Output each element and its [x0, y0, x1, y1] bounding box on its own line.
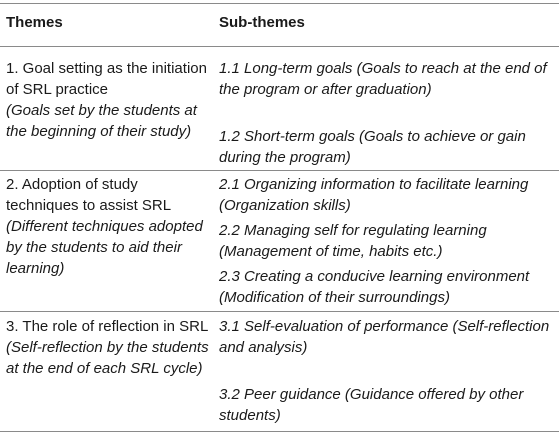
theme-desc-2: (Different techniques adopted by the students to aid their learning)	[6, 218, 203, 277]
subtheme-1-1: 1.1 Long-term goals (Goals to reach at the end of the program or after graduation)	[219, 60, 547, 98]
theme-desc-1: (Goals set by the students at the beginning of their study)	[6, 102, 197, 140]
subtheme-1-2: 1.2 Short-term goals (Goals to achieve or gain during the program)	[219, 128, 526, 166]
column-header-themes: Themes	[6, 14, 63, 31]
theme-desc-3: (Self-reflection by the students at the end of each SRL cycle)	[6, 339, 209, 377]
table-bottom-rule	[0, 431, 559, 432]
theme-title-1: 1. Goal setting as the initiation of SRL practice	[6, 60, 207, 98]
row-rule-1	[0, 170, 559, 171]
subtheme-2-3: 2.3 Creating a conducive learning environment (Modification of their surroundings)	[219, 268, 530, 306]
row-rule-2	[0, 311, 559, 312]
subtheme-3-1: 3.1 Self-evaluation of performance (Self-reflection and analysis)	[219, 318, 550, 356]
header-rule	[0, 46, 559, 47]
subtheme-2-1: 2.1 Organizing information to facilitate learning (Organization skills)	[219, 176, 529, 214]
subtheme-3-2: 3.2 Peer guidance (Guidance offered by other students)	[219, 386, 524, 424]
column-header-subthemes: Sub-themes	[219, 14, 305, 31]
theme-cell-2	[6, 174, 211, 279]
table-top-rule	[0, 3, 559, 4]
theme-cell-1	[6, 58, 211, 142]
theme-title-2: 2. Adoption of study techniques to assist SRL	[6, 176, 172, 214]
theme-cell-3	[6, 316, 211, 379]
subtheme-2-2: 2.2 Managing self for regulating learning (Management of time, habits etc.)	[219, 222, 487, 260]
theme-title-3: 3. The role of reflection in SRL	[6, 318, 209, 335]
